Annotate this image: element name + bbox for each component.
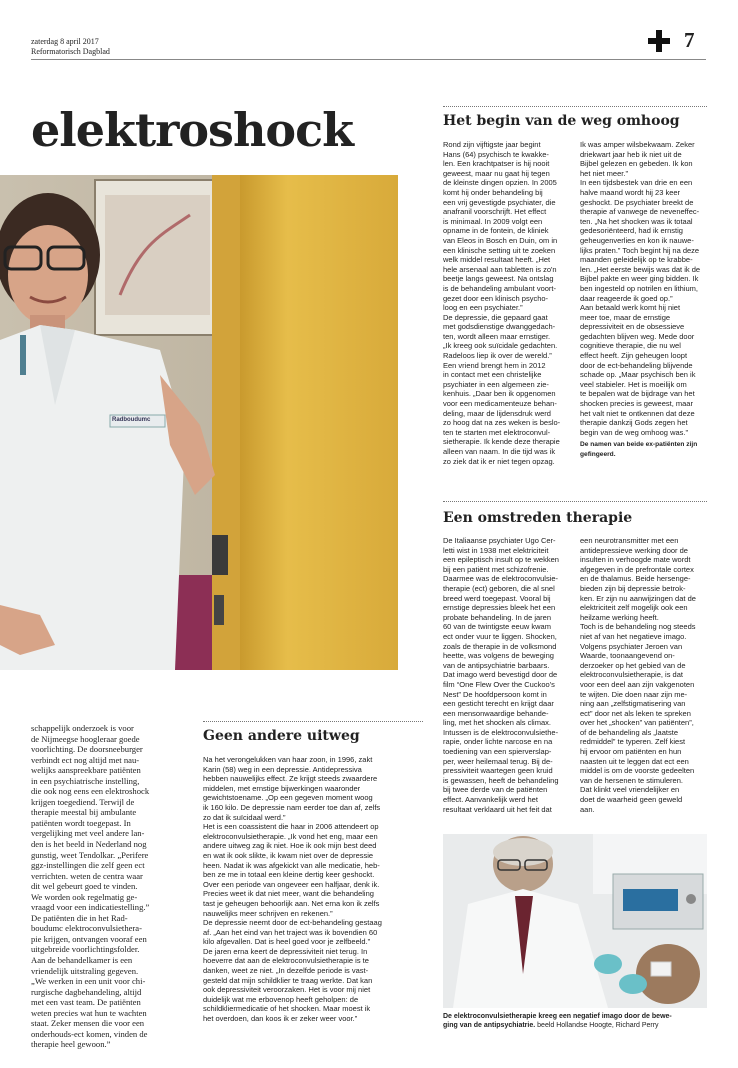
- begin-col1-line: alleen van naam. In die tijd was ik: [443, 447, 556, 456]
- begin-col1-lines: [443, 140, 571, 466]
- left-column-line: staat. Zeker mensen die voor een: [31, 1018, 145, 1029]
- left-column-line: in een psychiatrische instelling,: [31, 775, 140, 786]
- geen-line: en wat ik ook slikte, ik kwam niet over de depressie: [203, 850, 374, 860]
- left-column-line: boudumc elektroconvulsiethera-: [31, 923, 142, 934]
- omstreden-col2-line: ken. Er zijn nu aanwijzingen dat de: [580, 593, 696, 603]
- omstreden-col1-line: een epileptisch insult op te wekken: [443, 555, 559, 565]
- omstreden-col1-line: een gesticht terecht en krijgt daar: [443, 699, 554, 709]
- left-column-line: patiënten wordt toegepast. In: [31, 817, 131, 828]
- omstreden-col1-line: film “One Flew Over the Cuckoo's: [443, 679, 555, 689]
- omstreden-col1-line: zoals de therapie in de volksmond: [443, 641, 557, 651]
- geen-line: af. „Aan het eind van het traject was ik bovendien 60: [203, 927, 378, 937]
- geen-line: Karin (58) weg in een depressie. Antidepressiva: [203, 764, 362, 774]
- begin-col1-line: met godsdienstige dwanggedach-: [443, 322, 556, 332]
- begin-col2-line: het valt niet te ontkennen dat deze: [580, 408, 695, 418]
- begin-col1-line: Hans (64) psychisch te kwakke-: [443, 149, 549, 159]
- left-column-line: therapie heel gewoon.”: [31, 1039, 111, 1050]
- left-column-line: verbindt ect nog altijd met nau-: [31, 754, 140, 765]
- begin-col2-line: ben ingesteld op notrilen en lithium,: [580, 283, 698, 293]
- left-column-line: therapie meestal bij ambulante: [31, 807, 137, 818]
- begin-names-note: [580, 440, 708, 459]
- omstreden-col1-line: heette, was volgens de beweging: [443, 651, 554, 661]
- caption-line-2: [443, 1021, 711, 1030]
- left-column-line: rurgische dagbehandeling, altijd: [31, 986, 142, 997]
- geen-heading: Geen andere uitweg: [203, 728, 360, 744]
- geen-line: De jaren erna keert de depressiviteit niet terug. In: [203, 946, 368, 956]
- omstreden-col2-lines: [580, 536, 708, 814]
- begin-col2-line: schade op. „Maar psychisch ben ik: [580, 370, 696, 380]
- omstreden-col2-line: en de thalamus. Beide hersenge-: [580, 574, 691, 584]
- left-column-line: weten precies wat hun te wachten: [31, 1007, 147, 1018]
- omstreden-col1-line: resultaat verklaard uit het feit dat: [443, 804, 552, 814]
- begin-col2-line: effect heeft. Zijn geheugen loopt: [580, 351, 688, 361]
- omstreden-divider: [443, 501, 707, 502]
- omstreden-heading: Een omstreden therapie: [443, 510, 633, 526]
- left-column-line: den is het beeld in Nederland nog: [31, 839, 147, 850]
- begin-col2-line: geheugenverlies en kon ik nauwe-: [580, 235, 694, 245]
- geen-line: ook depressiviteit veroorzaken. Het is voor mij niet: [203, 985, 371, 995]
- left-column-line: pie krijgen, ontvangen vooraf een: [31, 933, 147, 944]
- begin-col1-line: hele arsenaal aan tabletten is zo'n: [443, 264, 557, 274]
- geen-body-lines: [203, 755, 428, 1024]
- geen-line: tast je geheugen behoorlijk aan. Net erna kon ik zelfs: [203, 898, 380, 908]
- left-column-lines: [31, 723, 171, 1050]
- geen-line: Het is een coassistent die haar in 2006 attendeert op: [203, 822, 379, 832]
- geen-line: gesteld dat mijn schildklier te traag werkte. Dat kan: [203, 975, 373, 985]
- left-column-line: voorlichting. De doorsneeburger: [31, 744, 143, 755]
- geen-line: elektroconvulsietherapie. „Ik vond het eng, maar een: [203, 831, 378, 841]
- begin-col1-line: Een vriend brengt hem in 2012: [443, 360, 546, 370]
- left-column-text: [31, 723, 171, 1050]
- left-column-line: schappelijk onderzoek is voor: [31, 723, 134, 733]
- photo-caption: [443, 1012, 711, 1030]
- begin-col2-line: begin van de weg omhoog was.”: [580, 427, 688, 437]
- begin-col2-line: geshockt. De psychiater breekt de: [580, 197, 694, 207]
- begin-col1-line: geweest, maar nu gaat hij tegen: [443, 168, 550, 178]
- omstreden-col1-line: van de antipsychiatrie barbaars.: [443, 660, 550, 670]
- geen-line: Na het verongelukken van haar zoon, in 1996, zakt: [203, 755, 373, 764]
- begin-col2-line: therapie dankzij Gods zegen het: [580, 418, 688, 428]
- header-date: zaterdag 8 april 2017: [31, 37, 99, 46]
- omstreden-col2-line: afgegeven in de prefrontale cortex: [580, 564, 694, 574]
- omstreden-col2-line: middel is om de voorste gedeelten: [580, 766, 695, 776]
- begin-col2-line: maanden geleidelijk op te krabbe-: [580, 255, 693, 265]
- left-column-line: met een vast team. De patiënten: [31, 997, 141, 1008]
- geen-line: De depressie neemt door de ect-behandeling gestaag: [203, 918, 382, 928]
- omstreden-col2-line: Dat klinkt veel vriendelijker en: [580, 785, 680, 795]
- begin-col1-line: komt hij onder behandeling bij: [443, 187, 543, 197]
- omstreden-col2-line: bieden zijn bij depressie betrok-: [580, 583, 686, 593]
- begin-col1-line: opname in de fontein, de kliniek: [443, 226, 549, 236]
- omstreden-col1-line: ect onder vuur te liggen. Shocken,: [443, 631, 557, 641]
- geen-line: heen. Nadat ik was afgekickt van alle medicatie, heb-: [203, 860, 380, 870]
- geen-line: schildkliermedicatie of het shocken. Maar moest ik: [203, 1004, 371, 1014]
- omstreden-col2-line: Volgens psychiater Jeroen van: [580, 641, 683, 651]
- begin-col2-line: halve maand wordt hij 23 keer: [580, 187, 681, 197]
- page-number: 7: [684, 28, 695, 52]
- omstreden-col2-line: een neurotransmitter met een: [580, 536, 679, 545]
- left-column-line: ggz-instellingen die zelf geen ect: [31, 860, 145, 871]
- omstreden-col2-line: niet af van het negatieve imago.: [580, 631, 687, 641]
- omstreden-col1-line: Intussen is de elektroconvulsiethe-: [443, 727, 559, 737]
- left-column-line: uitgebreide voorlichtingsfolder.: [31, 944, 140, 955]
- begin-col1-line: Rond zijn vijftigste jaar begint: [443, 140, 541, 149]
- begin-col1-line: is de behandeling ambulant voort-: [443, 283, 556, 293]
- left-column-line: die ook nog eens een elektroshock: [31, 786, 150, 797]
- omstreden-col1-line: bij twee derde van de patiënten: [443, 785, 548, 795]
- geen-line: het overdoen, dan koos ik er zeker weer voor.”: [203, 1014, 358, 1024]
- omstreden-col1-line: probate behandeling. In de jaren: [443, 612, 552, 622]
- begin-col2-line: Aan betaald werk komt hij niet: [580, 303, 681, 313]
- begin-col2-line: te bepalen wat de bijdrage van het: [580, 389, 695, 399]
- begin-col2-line: ten. „Na het shocken was ik totaal: [580, 216, 693, 226]
- begin-col2-line: het niet meer.”: [580, 168, 628, 178]
- geen-line: duidelijk wat me erbovenop heeft geholpen: de: [203, 994, 359, 1004]
- begin-col1-line: anafranil voorschrijft. Het effect: [443, 207, 547, 217]
- begin-col1-line: len. Een krachtpatser is hij nooit: [443, 159, 550, 169]
- begin-divider: [443, 106, 707, 107]
- omstreden-col1-line: Daarmee was de elektroconvulsie-: [443, 574, 559, 584]
- begin-col2-line: meer toe, maar de ernstige: [580, 312, 671, 322]
- left-column-line: vergelijking met veel andere lan-: [31, 828, 145, 839]
- begin-col2: [580, 140, 708, 460]
- begin-col2-lines: [580, 140, 708, 437]
- omstreden-col1-line: Nest” De hoofdpersoon komt in: [443, 689, 547, 699]
- begin-col1-line: gezet door een klinisch psycho-: [443, 293, 549, 303]
- treatment-photo: [443, 834, 707, 1008]
- begin-col2-line: depressiviteit en de obsessieve: [580, 322, 685, 332]
- geen-body: [203, 755, 428, 1024]
- omstreden-col2-line: heilzame werking heeft.: [580, 612, 659, 622]
- geen-divider: [203, 721, 423, 722]
- begin-note-line: gefingeerd.: [580, 451, 616, 458]
- geen-line: danken, weet ze niet. „In dezelfde periode is vast-: [203, 966, 369, 976]
- begin-col2-line: Bijbel gelezen en gebeden. Ik kon: [580, 159, 693, 169]
- left-column-line: de Nijmeegse hoogleraar goede: [31, 733, 140, 744]
- omstreden-col1-line: ernstige depressies bleek het een: [443, 603, 556, 613]
- begin-col1-line: deling, maar de lijdensdruk werd: [443, 408, 551, 418]
- left-column-line: De patiënten die in het Rad-: [31, 912, 128, 923]
- begin-col1-line: een klinische setting uit te zoeken: [443, 245, 556, 255]
- begin-col1-line: zo hoog dat na zes weken is beslo-: [443, 418, 561, 428]
- begin-col2-line: veel stabieler. Het is moeilijk om: [580, 379, 687, 389]
- doctor-photo: [0, 175, 398, 670]
- omstreden-col2-line: elektriciteit zelf mogelijk ook een: [580, 603, 688, 613]
- left-column-line: welijks aanspreekbare patiënten: [31, 765, 141, 776]
- begin-col1-line: in contact met een christelijke: [443, 370, 542, 380]
- header-paper-name: Reformatorisch Dagblad: [31, 47, 110, 56]
- begin-col1-line: De depressie, die gepaard gaat: [443, 312, 548, 322]
- begin-col2-line: therapie af vanwege de neveneffec-: [580, 207, 700, 217]
- omstreden-col2-line: over het „shocken” van patiënten”,: [580, 718, 694, 728]
- treatment-photo-illustration: [443, 834, 707, 1008]
- begin-heading: Het begin van de weg omhoog: [443, 113, 680, 129]
- omstreden-col1-line: letti wist in 1938 met elektriciteit: [443, 545, 549, 555]
- begin-col2-line: len. „Het eerste bewijs was dat ik de: [580, 264, 701, 274]
- geen-line: Over een periode van ongeveer een halfjaar, denk ik.: [203, 879, 380, 889]
- begin-col1-line: kenhuis. „Daar ben ik opgenomen: [443, 389, 556, 399]
- begin-col1-line: van Eleos in Bosch en Duin, om in: [443, 235, 558, 245]
- omstreden-col2-line: of de behandeling als „laatste: [580, 727, 678, 737]
- omstreden-col2-line: voor een deel aan zijn vakgenoten: [580, 679, 695, 689]
- caption-line-1: De elektroconvulsietherapie kreeg een negatief imago door de bewe-: [443, 1013, 672, 1020]
- begin-col1-line: psychiater in een algemeen zie-: [443, 379, 549, 389]
- omstreden-col2-line: elektroconvulsietherapie, is dat: [580, 670, 683, 680]
- omstreden-col2-line: insulten in verhoogde mate wordt: [580, 555, 691, 565]
- omstreden-col1-line: toediening van een spierverslap-: [443, 747, 552, 757]
- omstreden-col2-line: derzoeker op het gebied van de: [580, 660, 686, 670]
- left-column-line: We worden ook regelmatig ge-: [31, 891, 138, 902]
- begin-col1-line: welk middel resultaat heeft. „Het: [443, 255, 551, 265]
- left-column-line: verrichten. weten de centra waar: [31, 870, 143, 881]
- header-date-block: [31, 37, 110, 57]
- begin-note-line: De namen van beide ex-patiënten zijn: [580, 441, 698, 449]
- begin-col1-line: sietherapie. Ik kende deze therapie: [443, 437, 560, 447]
- omstreden-col1-line: 60 van de twintigste eeuw kwam: [443, 622, 551, 632]
- omstreden-col1-lines: [443, 536, 571, 814]
- left-column-line: vriendelijk uitstraling gegeven.: [31, 965, 139, 976]
- omstreden-col2-line: ning aan „zelfstigmatisering van: [580, 699, 686, 709]
- header-divider: [31, 59, 706, 60]
- geen-line: nauwelijks meer schrijven en rekenen.”: [203, 908, 333, 918]
- omstreden-col2-line: redmiddel” te typeren. Zelf kiest: [580, 737, 686, 747]
- omstreden-col2-line: Toch is de behandeling nog steeds: [580, 622, 696, 632]
- geen-line: gewichtstoename. „Op een gegeven moment woog: [203, 793, 373, 803]
- begin-col2-line: In een tijdsbestek van drie en een: [580, 178, 693, 188]
- geen-line: zo dat ik suïcidaal werd.”: [203, 812, 286, 822]
- omstreden-col1-line: ling, met het shocken als climax.: [443, 718, 551, 728]
- geen-line: ben ze me in totaal een kleine dertig keer geshockt.: [203, 870, 375, 880]
- omstreden-col1-line: per, weer heilemaal terug. Bij de-: [443, 756, 553, 766]
- begin-col2-line: door de ect-behandeling blijvende: [580, 360, 693, 370]
- begin-col1-line: zo ziek dat ik er niet tegen opzag.: [443, 456, 555, 466]
- omstreden-col2-line: naasten uit te leggen dat ect een: [580, 756, 689, 766]
- begin-col1-line: de kleinste dingen opzien. In 2005: [443, 178, 557, 188]
- doctor-photo-illustration: [0, 175, 398, 670]
- caption-credit: beeld Hollandse Hoogte, Richard Perry: [537, 1022, 659, 1029]
- begin-col1-line: is minimaal. In 2009 volgt een: [443, 216, 543, 226]
- omstreden-col2-line: antidepressieve werking door de: [580, 545, 688, 555]
- begin-col2-line: Bijbel pakte en weer ging bidden. Ik: [580, 274, 699, 284]
- left-column-line: krijgen toegediend. Terwijl de: [31, 796, 135, 807]
- begin-col1-line: Radeloos liep ik over de wereld.”: [443, 351, 552, 361]
- caption-line-2-text: ging van de antipsychiatrie.: [443, 1022, 536, 1029]
- begin-col2-line: shocken precies is geweest, maar: [580, 399, 693, 409]
- begin-col2-line: daar reageerde ik goed op.”: [580, 293, 673, 303]
- omstreden-col2-line: te wijten. Die doen naar zijn me-: [580, 689, 688, 699]
- begin-col1-line: ten, wordt alleen maar ernstiger.: [443, 331, 551, 341]
- omstreden-col2-line: Waarde, toonaangevend on-: [580, 651, 675, 661]
- omstreden-col1-line: een mensonwaardige behande-: [443, 708, 549, 718]
- geen-line: ik 160 kilo. De depressie nam eerder toe dan af, zelfs: [203, 802, 381, 812]
- geen-line: kilo afgevallen. Dat is heel goed voor je zelfbeeld.”: [203, 937, 371, 947]
- begin-col2-line: Ik was amper wilsbekwaam. Zeker: [580, 140, 695, 149]
- begin-col1-line: beetje langs geweest. Na ontslag: [443, 274, 554, 284]
- omstreden-col2-line: aan.: [580, 804, 595, 814]
- page-title: elektroshock: [31, 103, 353, 157]
- begin-col2-line: driekwart jaar heb ik niet uit de: [580, 149, 682, 159]
- begin-col2-line: gedesoriënteerd, had ik ernstig: [580, 226, 683, 236]
- omstreden-col1-line: Dat imago werd bevestigd door de: [443, 670, 558, 680]
- omstreden-col2: [580, 536, 708, 814]
- begin-col2-line: cognitieve therapie, die nu wel: [580, 341, 681, 351]
- omstreden-col1-line: rapie, onder lichte narcose en na: [443, 737, 553, 747]
- omstreden-col2-line: ect” door net als leken te spreken: [580, 708, 691, 718]
- omstreden-col1-line: breed werd toegepast. Vooral bij: [443, 593, 551, 603]
- begin-col2-line: lijks praten.” Toch begint hij na deze: [580, 245, 700, 255]
- left-column-line: Aan de behandelkamer is een: [31, 955, 133, 966]
- left-column-line: vraagd voor een indicatiestelling.”: [31, 902, 150, 913]
- left-column-line: „We werken in een unit voor chi-: [31, 976, 146, 987]
- omstreden-col1: [443, 536, 571, 814]
- geen-line: andere uitweg zag ik niet. Hoe ik ook mijn best deed: [203, 841, 377, 851]
- geen-line: Precies weet ik dat niet meer, want die behandeling: [203, 889, 374, 899]
- begin-col1-line: „Ik kreeg ook suïcidale gedachten.: [443, 341, 558, 351]
- left-column-line: gunstig, weet Tendolkar. „Perifere: [31, 849, 149, 860]
- left-column-line: dit wel gebeurt goed te vinden.: [31, 881, 138, 892]
- begin-col1-line: een vrij gevestigde psychiater, die: [443, 197, 556, 207]
- omstreden-col2-line: van de hersenen te stimuleren.: [580, 775, 683, 785]
- omstreden-col1-line: De Italiaanse psychiater Ugo Cer-: [443, 536, 556, 545]
- geen-line: hoeverre dat aan de elektroconvulsietherapie is te: [203, 956, 369, 966]
- omstreden-col1-line: effect. Aanvankelijk werd het: [443, 795, 538, 805]
- geen-line: middelen, met ernstige bijwerkingen waaronder: [203, 783, 361, 793]
- begin-col1-line: ten te starten met elektroconvul-: [443, 427, 551, 437]
- begin-col1-line: loog en een psychiater.”: [443, 303, 523, 313]
- omstreden-col1-line: therapie (ect) geboren, die al snel: [443, 583, 555, 593]
- plus-logo-icon: [648, 30, 670, 52]
- omstreden-col2-line: hij ervoor om patiënten en hun: [580, 747, 682, 757]
- left-column-line: onderhouds-ect komen, vinden de: [31, 1028, 148, 1039]
- begin-col2-line: gedachten blijven weg. Mede door: [580, 331, 695, 341]
- omstreden-col1-line: bij een patiënt met schizofrenie.: [443, 564, 549, 574]
- omstreden-col2-line: doet de waarheid geen geweld: [580, 795, 683, 805]
- omstreden-col1-line: pressiviteit waartegen geen kruid: [443, 766, 553, 776]
- begin-col1-line: voor een medicamenteuze behan-: [443, 399, 557, 409]
- omstreden-col1-line: is gewassen, heeft de behandeling: [443, 775, 559, 785]
- geen-line: hebben nauwelijks effect. Ze krijgt steeds zwaardere: [203, 774, 378, 784]
- coat-badge: Radboudumc: [112, 417, 151, 423]
- begin-col1: [443, 140, 571, 466]
